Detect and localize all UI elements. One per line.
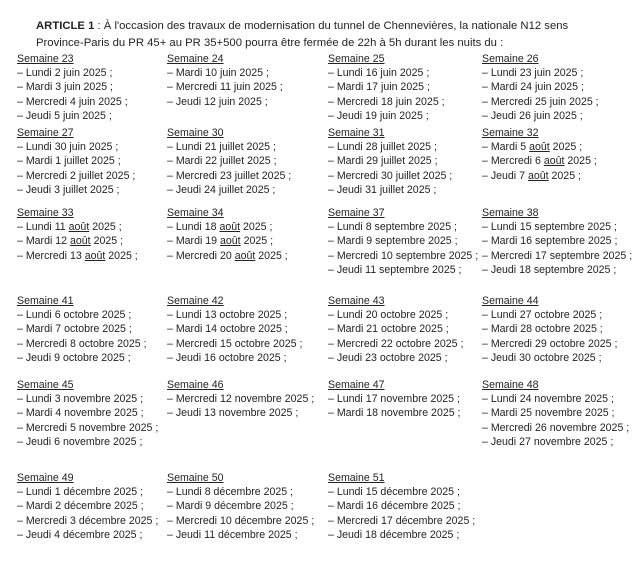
week-date-item: – Mardi 2 décembre 2025 ; (17, 500, 144, 513)
week-date-list (17, 392, 167, 449)
week-title: Semaine 45 (17, 379, 74, 391)
week-date-item: – Mercredi 4 juin 2025 ; (17, 95, 128, 108)
article-body: À l'occasion des travaux de modernisation du tunnel de Chennevières, la nationale N12 sens Province-Paris du PR 45+ au PR 35+500 pourra être fermée de 22h à 5h durant les nuits du : (36, 20, 569, 49)
week-title: Semaine 34 (167, 207, 224, 219)
spellcheck-underlined-word: août (220, 235, 241, 248)
week-title: Semaine 43 (328, 295, 385, 307)
week-date-list (328, 140, 480, 197)
week-date-item: – Mardi 12 août 2025 ; (17, 235, 124, 248)
week-date-item: – Mercredi 10 décembre 2025 ; (167, 514, 315, 527)
week-date-item: – Mercredi 12 novembre 2025 ; (167, 393, 315, 406)
week-date-list (482, 308, 634, 365)
week-date-list (482, 140, 634, 183)
article-separator: : (94, 20, 104, 33)
week-date-item: – Mardi 17 juin 2025 ; (328, 81, 430, 94)
week-date-item: – Mardi 25 novembre 2025 ; (482, 407, 615, 420)
week-date-list (17, 66, 167, 123)
week-date-item: – Lundi 30 juin 2025 ; (17, 141, 119, 154)
week-date-item: – Mardi 22 juillet 2025 ; (167, 155, 277, 168)
week-block (167, 52, 325, 109)
week-date-item: – Jeudi 19 juin 2025 ; (328, 109, 429, 122)
week-date-list (167, 308, 325, 365)
week-title: Semaine 31 (328, 127, 385, 139)
week-block (482, 52, 634, 123)
week-date-item: – Jeudi 6 novembre 2025 ; (17, 435, 143, 448)
week-date-item: – Jeudi 11 septembre 2025 ; (328, 263, 462, 276)
week-date-item: – Lundi 20 octobre 2025 ; (328, 309, 449, 322)
spellcheck-underlined-word: août (529, 141, 550, 154)
week-date-item: – Mercredi 20 août 2025 ; (167, 249, 288, 262)
article-label: ARTICLE 1 (36, 20, 95, 33)
week-date-item: – Mardi 18 novembre 2025 ; (328, 407, 461, 420)
week-date-item: – Lundi 23 juin 2025 ; (482, 67, 584, 80)
spellcheck-underlined-word: août (70, 235, 91, 248)
week-date-item: – Jeudi 18 septembre 2025 ; (482, 263, 617, 276)
week-date-item: – Mardi 21 octobre 2025 ; (328, 323, 449, 336)
week-date-item: – Mardi 16 décembre 2025 ; (328, 500, 461, 513)
week-title: Semaine 51 (328, 472, 385, 484)
week-date-item: – Jeudi 30 octobre 2025 ; (482, 351, 602, 364)
week-date-item: – Mercredi 23 juillet 2025 ; (167, 169, 292, 182)
week-block (17, 52, 167, 123)
week-date-item: – Mardi 1 juillet 2025 ; (17, 155, 121, 168)
week-title: Semaine 24 (167, 53, 224, 65)
week-date-item: – Lundi 27 octobre 2025 ; (482, 309, 603, 322)
week-title: Semaine 49 (17, 472, 74, 484)
week-date-item: – Lundi 8 décembre 2025 ; (167, 486, 294, 499)
week-date-item: – Lundi 17 novembre 2025 ; (328, 393, 460, 406)
week-date-list (482, 392, 634, 449)
week-title: Semaine 48 (482, 379, 539, 391)
week-block (482, 126, 634, 183)
week-date-item: – Lundi 2 juin 2025 ; (17, 67, 113, 80)
spellcheck-underlined-word: août (543, 155, 565, 168)
week-date-item: – Mardi 4 novembre 2025 ; (17, 407, 144, 420)
week-date-item: – Mercredi 11 juin 2025 ; (167, 81, 283, 94)
week-block (17, 126, 167, 197)
week-row (0, 206, 637, 294)
week-block (328, 52, 480, 123)
week-date-item: – Mardi 16 septembre 2025 ; (482, 235, 618, 248)
week-date-item: – Mardi 5 août 2025 ; (482, 141, 583, 154)
week-date-list (167, 220, 325, 263)
week-row (0, 294, 637, 378)
week-date-item: – Jeudi 11 décembre 2025 ; (167, 528, 298, 541)
week-title: Semaine 41 (17, 295, 74, 307)
week-title: Semaine 46 (167, 379, 224, 391)
week-title: Semaine 32 (482, 127, 539, 139)
week-block (482, 206, 634, 277)
week-date-item: – Mercredi 3 décembre 2025 ; (17, 514, 159, 527)
week-date-list (17, 485, 167, 542)
week-date-item: – Mercredi 17 septembre 2025 ; (482, 249, 633, 262)
week-date-item: – Jeudi 12 juin 2025 ; (167, 95, 268, 108)
week-block (328, 126, 480, 197)
week-date-list (328, 308, 480, 365)
week-block (17, 206, 167, 263)
week-title: Semaine 30 (167, 127, 224, 139)
week-date-item: – Mardi 3 juin 2025 ; (17, 81, 113, 94)
week-date-item: – Mercredi 5 novembre 2025 ; (17, 421, 159, 434)
week-block (167, 126, 325, 197)
spellcheck-underlined-word: août (68, 221, 90, 234)
week-date-item: – Lundi 13 octobre 2025 ; (167, 309, 288, 322)
week-date-item: – Jeudi 31 juillet 2025 ; (328, 183, 437, 196)
spellcheck-underlined-word: août (219, 221, 241, 234)
week-block (328, 206, 480, 277)
week-title: Semaine 25 (328, 53, 385, 65)
week-date-item: – Jeudi 26 juin 2025 ; (482, 109, 583, 122)
week-title: Semaine 44 (482, 295, 539, 307)
spellcheck-underlined-word: août (527, 169, 549, 182)
week-schedule-grid (0, 52, 637, 566)
week-date-item: – Lundi 15 septembre 2025 ; (482, 221, 617, 234)
week-date-item: – Mercredi 13 août 2025 ; (17, 249, 138, 262)
week-date-item: – Lundi 18 août 2025 ; (167, 221, 273, 234)
week-date-item: – Lundi 16 juin 2025 ; (328, 67, 430, 80)
week-date-list (17, 220, 167, 263)
week-date-item: – Mardi 19 août 2025 ; (167, 235, 274, 248)
week-date-item: – Lundi 3 novembre 2025 ; (17, 393, 144, 406)
spellcheck-underlined-word: août (234, 249, 256, 262)
week-block (328, 378, 480, 421)
article-paragraph (36, 18, 611, 51)
week-date-item: – Mercredi 25 juin 2025 ; (482, 95, 599, 108)
week-block (17, 294, 167, 365)
week-date-item: – Lundi 11 août 2025 ; (17, 221, 122, 234)
week-date-item: – Mardi 24 juin 2025 ; (482, 81, 584, 94)
week-date-item: – Jeudi 4 décembre 2025 ; (17, 528, 143, 541)
week-date-item: – Jeudi 18 décembre 2025 ; (328, 528, 460, 541)
week-date-item: – Mardi 7 octobre 2025 ; (17, 323, 132, 336)
week-date-item: – Mercredi 10 septembre 2025 ; (328, 249, 479, 262)
spellcheck-underlined-word: août (84, 249, 106, 262)
week-date-item: – Jeudi 27 novembre 2025 ; (482, 435, 614, 448)
week-title: Semaine 38 (482, 207, 539, 219)
week-title: Semaine 27 (17, 127, 74, 139)
week-block (328, 471, 480, 542)
week-title: Semaine 50 (167, 472, 224, 484)
week-block (17, 471, 167, 542)
week-date-item: – Mercredi 22 octobre 2025 ; (328, 337, 464, 350)
week-date-item: – Mercredi 26 novembre 2025 ; (482, 421, 630, 434)
week-date-item: – Jeudi 24 juillet 2025 ; (167, 183, 276, 196)
week-block (167, 378, 325, 421)
week-date-item: – Lundi 15 décembre 2025 ; (328, 486, 460, 499)
week-block (328, 294, 480, 365)
week-date-item: – Mercredi 15 octobre 2025 ; (167, 337, 303, 350)
week-date-item: – Mardi 10 juin 2025 ; (167, 67, 269, 80)
week-date-list (482, 66, 634, 123)
week-block (167, 206, 325, 263)
week-row (0, 378, 637, 471)
week-date-item: – Jeudi 13 novembre 2025 ; (167, 407, 299, 420)
week-date-item: – Jeudi 16 octobre 2025 ; (167, 351, 287, 364)
week-date-list (328, 392, 480, 420)
week-title: Semaine 47 (328, 379, 385, 391)
week-block (17, 378, 167, 449)
week-date-item: – Lundi 21 juillet 2025 ; (167, 141, 276, 154)
week-date-item: – Mardi 14 octobre 2025 ; (167, 323, 288, 336)
week-date-list (17, 308, 167, 365)
week-block (167, 294, 325, 365)
week-date-item: – Mercredi 8 octobre 2025 ; (17, 337, 147, 350)
week-row (0, 52, 637, 126)
week-block (482, 294, 634, 365)
week-title: Semaine 26 (482, 53, 539, 65)
week-date-list (17, 140, 167, 197)
week-title: Semaine 37 (328, 207, 385, 219)
week-block (167, 471, 325, 542)
week-date-list (167, 485, 325, 542)
week-row (0, 471, 637, 566)
week-date-item: – Mercredi 6 août 2025 ; (482, 155, 597, 168)
week-date-item: – Lundi 24 novembre 2025 ; (482, 393, 614, 406)
week-date-item: – Jeudi 7 août 2025 ; (482, 169, 581, 182)
week-date-item: – Mardi 29 juillet 2025 ; (328, 155, 438, 168)
week-date-item: – Jeudi 9 octobre 2025 ; (17, 351, 131, 364)
week-date-item: – Mercredi 18 juin 2025 ; (328, 95, 445, 108)
week-date-item: – Lundi 28 juillet 2025 ; (328, 141, 437, 154)
week-date-item: – Mercredi 2 juillet 2025 ; (17, 169, 136, 182)
week-title: Semaine 42 (167, 295, 224, 307)
week-date-item: – Jeudi 3 juillet 2025 ; (17, 183, 120, 196)
week-title: Semaine 23 (17, 53, 74, 65)
week-date-item: – Lundi 8 septembre 2025 ; (328, 221, 457, 234)
week-row (0, 126, 637, 206)
week-date-list (167, 392, 325, 420)
week-date-item: – Mardi 28 octobre 2025 ; (482, 323, 603, 336)
week-date-item: – Lundi 6 octobre 2025 ; (17, 309, 132, 322)
week-block (482, 378, 634, 449)
week-date-item: – Mercredi 30 juillet 2025 ; (328, 169, 453, 182)
week-date-list (328, 485, 480, 542)
week-date-item: – Mardi 9 décembre 2025 ; (167, 500, 294, 513)
week-date-item: – Jeudi 5 juin 2025 ; (17, 109, 112, 122)
week-date-list (167, 66, 325, 109)
week-date-list (328, 220, 480, 277)
week-date-list (328, 66, 480, 123)
week-date-item: – Lundi 1 décembre 2025 ; (17, 486, 144, 499)
week-date-item: – Mardi 9 septembre 2025 ; (328, 235, 458, 248)
week-title: Semaine 33 (17, 207, 74, 219)
week-date-item: – Mercredi 29 octobre 2025 ; (482, 337, 618, 350)
week-date-list (482, 220, 634, 277)
week-date-list (167, 140, 325, 197)
week-date-item: – Mercredi 17 décembre 2025 ; (328, 514, 476, 527)
week-date-item: – Jeudi 23 octobre 2025 ; (328, 351, 448, 364)
